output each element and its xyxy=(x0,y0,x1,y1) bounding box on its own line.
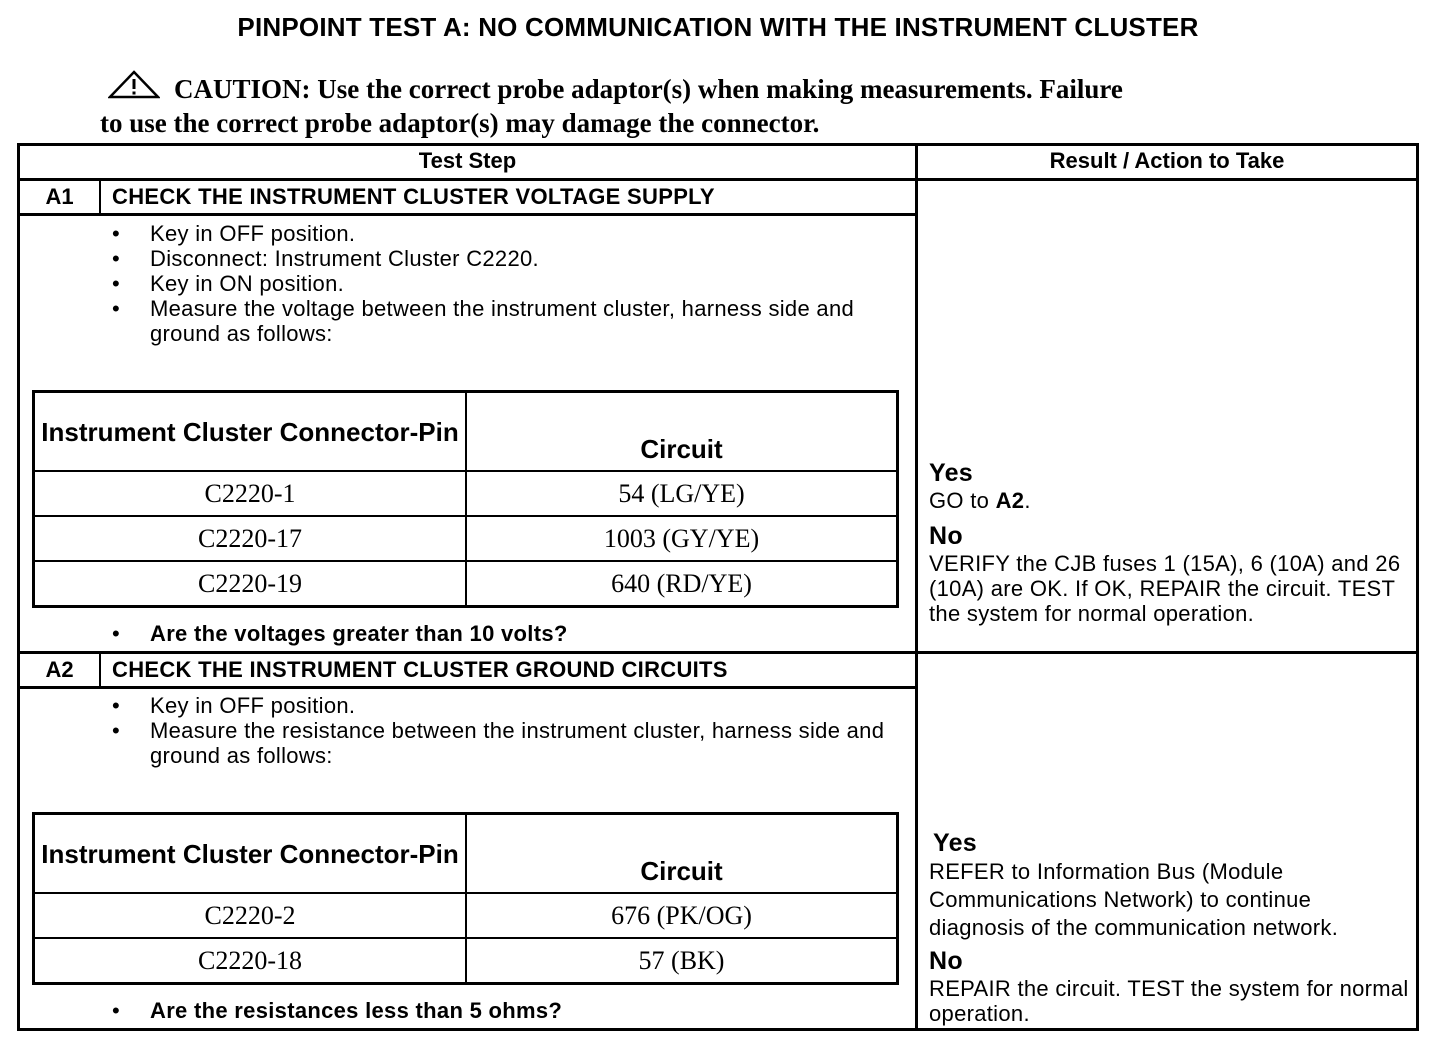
step-id: A1 xyxy=(45,184,74,209)
step-a1-id-divider xyxy=(99,178,101,215)
circuit: 57 (BK) xyxy=(466,938,898,984)
instruction-item: • Disconnect: Instrument Cluster C2220. xyxy=(112,246,872,271)
step-title: CHECK THE INSTRUMENT CLUSTER VOLTAGE SUPPLY xyxy=(112,184,715,209)
step-a2-title-rule xyxy=(17,686,918,689)
connector-pin: C2220-2 xyxy=(34,893,467,938)
connector-pin: C2220-19 xyxy=(34,561,467,607)
step-id: A2 xyxy=(45,657,74,682)
column-divider xyxy=(915,143,918,1031)
instruction-item: • Key in OFF position. xyxy=(112,221,872,246)
instruction-item: • Measure the voltage between the instrument cluster, harness side and ground as follows: xyxy=(112,296,872,346)
step-question: • Are the resistances less than 5 ohms? xyxy=(112,998,563,1023)
table-row xyxy=(34,516,898,561)
connector-pin: C2220-17 xyxy=(34,516,467,561)
step-a2-id-divider xyxy=(99,651,101,688)
yes-action: REFER to Information Bus (Module Communications Network) to continue diagnosis of the communication network. xyxy=(929,859,1339,940)
page-title: PINPOINT TEST A: NO COMMUNICATION WITH THE INSTRUMENT CLUSTER xyxy=(237,12,1199,42)
step-result xyxy=(929,828,1409,1026)
no-action: VERIFY the CJB fuses 1 (15A), 6 (10A) and 26 (10A) are OK. If OK, REPAIR the circuit. TEST the system for normal operation. xyxy=(929,551,1401,626)
connector-pin: C2220-18 xyxy=(34,938,467,984)
step-result xyxy=(929,458,1409,626)
pin-table xyxy=(32,812,899,985)
no-action: REPAIR the circuit. TEST the system for normal operation. xyxy=(929,976,1409,1026)
instruction-item: • Key in ON position. xyxy=(112,271,872,296)
caution-line-1: CAUTION: Use the correct probe adaptor(s) when making measurements. Failure xyxy=(174,74,1123,104)
instruction-item: • Key in OFF position. xyxy=(112,693,902,718)
step-question: • Are the voltages greater than 10 volts? xyxy=(112,621,568,646)
circuit: 640 (RD/YE) xyxy=(466,561,898,607)
step-instructions xyxy=(112,693,902,768)
caution-line-2: to use the correct probe adaptor(s) may damage the connector. xyxy=(100,108,820,138)
column-header-test-step: Test Step xyxy=(418,148,517,173)
no-label: No xyxy=(929,522,963,550)
header-rule xyxy=(17,178,1419,181)
step-separator xyxy=(17,651,1419,654)
circuit: 54 (LG/YE) xyxy=(466,471,898,516)
pin-table-header-circuit: Circuit xyxy=(466,392,898,472)
no-label: No xyxy=(929,947,963,975)
yes-label: Yes xyxy=(929,459,974,487)
yes-label: Yes xyxy=(933,829,978,857)
step-title: CHECK THE INSTRUMENT CLUSTER GROUND CIRCUITS xyxy=(112,657,728,682)
caution-notice xyxy=(100,70,1330,139)
yes-action: GO to A2. xyxy=(929,488,1031,513)
table-row xyxy=(34,471,898,516)
pin-table-header-connector: Instrument Cluster Connector-Pin xyxy=(34,814,467,894)
circuit: 1003 (GY/YE) xyxy=(466,516,898,561)
step-instructions xyxy=(112,221,872,346)
circuit: 676 (PK/OG) xyxy=(466,893,898,938)
table-row xyxy=(34,938,898,984)
table-row xyxy=(34,893,898,938)
instruction-item: • Measure the resistance between the instrument cluster, harness side and ground as follows: xyxy=(112,718,902,768)
pin-table xyxy=(32,390,899,608)
goto-step-link: A2 xyxy=(995,488,1025,513)
warning-triangle-icon xyxy=(108,70,160,107)
column-header-result: Result / Action to Take xyxy=(1049,148,1285,173)
connector-pin: C2220-1 xyxy=(34,471,467,516)
table-row xyxy=(34,561,898,607)
pin-table-header-circuit: Circuit xyxy=(466,814,898,894)
step-a1-title-rule xyxy=(17,213,918,216)
pin-table-header-connector: Instrument Cluster Connector-Pin xyxy=(34,392,467,472)
